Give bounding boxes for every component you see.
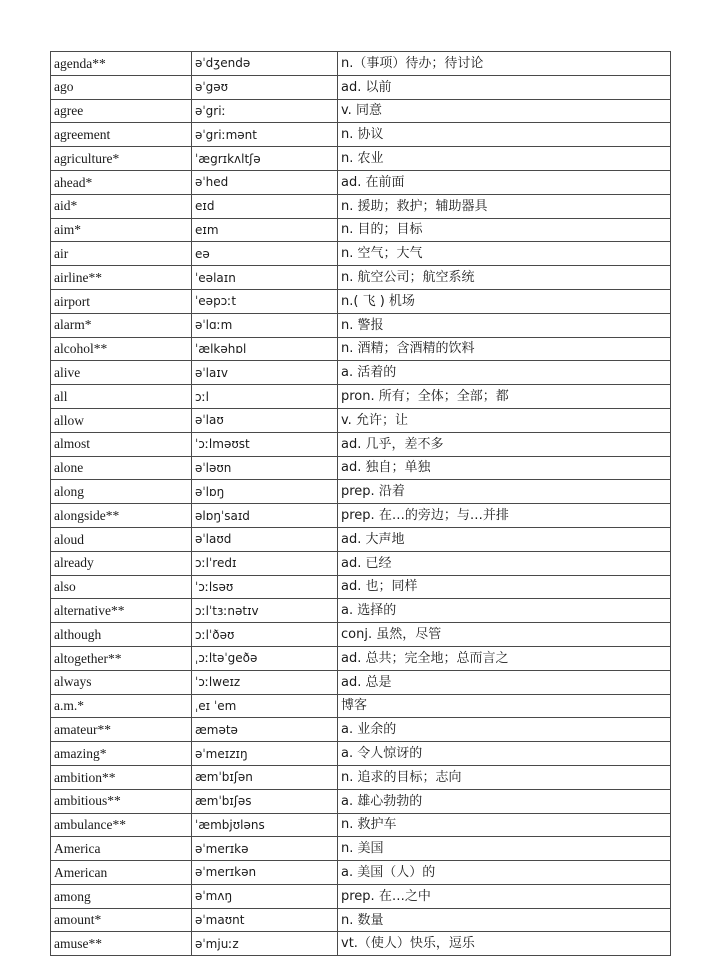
phonetic-cell: ˌeɪ ˈem: [192, 694, 338, 718]
word-cell: agree: [51, 99, 192, 123]
definition-cell: n. 美国: [338, 837, 671, 861]
word-cell: alive: [51, 361, 192, 385]
table-row: [51, 670, 671, 694]
definition-cell: n.（事项）待办；待讨论: [338, 52, 671, 76]
word-cell: amount*: [51, 908, 192, 932]
table-row: [51, 908, 671, 932]
phonetic-cell: eə: [192, 242, 338, 266]
table-row: [51, 313, 671, 337]
phonetic-cell: ˈɔːlweɪz: [192, 670, 338, 694]
word-cell: ago: [51, 75, 192, 99]
definition-cell: conj. 虽然，尽管: [338, 623, 671, 647]
table-row: [51, 408, 671, 432]
table-row: [51, 694, 671, 718]
definition-cell: ad. 大声地: [338, 527, 671, 551]
phonetic-cell: əˈdʒendə: [192, 52, 338, 76]
phonetic-cell: əˈmaʊnt: [192, 908, 338, 932]
definition-cell: ad. 几乎，差不多: [338, 432, 671, 456]
table-row: [51, 75, 671, 99]
phonetic-cell: ˈæmbjʊləns: [192, 813, 338, 837]
definition-cell: a. 令人惊讶的: [338, 742, 671, 766]
definition-cell: n. 空气；大气: [338, 242, 671, 266]
word-cell: almost: [51, 432, 192, 456]
vocabulary-table: [50, 51, 671, 956]
phonetic-cell: əˈmjuːz: [192, 932, 338, 956]
table-row: [51, 837, 671, 861]
definition-cell: n.( 飞 ) 机场: [338, 289, 671, 313]
table-row: [51, 123, 671, 147]
definition-cell: vt.（使人）快乐，逗乐: [338, 932, 671, 956]
table-row: [51, 194, 671, 218]
phonetic-cell: əˈmeɪzɪŋ: [192, 742, 338, 766]
word-cell: also: [51, 575, 192, 599]
table-row: [51, 884, 671, 908]
phonetic-cell: əˈlaɪv: [192, 361, 338, 385]
table-row: [51, 385, 671, 409]
table-row: [51, 742, 671, 766]
vocabulary-table-body: [51, 52, 671, 956]
word-cell: airline**: [51, 266, 192, 290]
word-cell: alcohol**: [51, 337, 192, 361]
word-cell: a.m.*: [51, 694, 192, 718]
word-cell: allow: [51, 408, 192, 432]
definition-cell: n. 警报: [338, 313, 671, 337]
phonetic-cell: ˈægrɪkʌltʃə: [192, 147, 338, 171]
word-cell: aid*: [51, 194, 192, 218]
word-cell: airport: [51, 289, 192, 313]
word-cell: alone: [51, 456, 192, 480]
phonetic-cell: əˈmerɪkə: [192, 837, 338, 861]
word-cell: ambitious**: [51, 789, 192, 813]
table-row: [51, 480, 671, 504]
definition-cell: ad. 已经: [338, 551, 671, 575]
word-cell: amazing*: [51, 742, 192, 766]
word-cell: alternative**: [51, 599, 192, 623]
table-row: [51, 456, 671, 480]
phonetic-cell: ˌɔːltəˈgeðə: [192, 646, 338, 670]
phonetic-cell: əˈlɑːm: [192, 313, 338, 337]
definition-cell: n. 援助；救护；辅助器具: [338, 194, 671, 218]
definition-cell: prep. 在…的旁边；与…并排: [338, 504, 671, 528]
definition-cell: a. 业余的: [338, 718, 671, 742]
phonetic-cell: ˈeəlaɪn: [192, 266, 338, 290]
phonetic-cell: ˈælkəhɒl: [192, 337, 338, 361]
definition-cell: n. 农业: [338, 147, 671, 171]
table-row: [51, 861, 671, 885]
definition-cell: n. 追求的目标；志向: [338, 765, 671, 789]
word-cell: alongside**: [51, 504, 192, 528]
phonetic-cell: əˈmʌŋ: [192, 884, 338, 908]
table-row: [51, 266, 671, 290]
table-row: [51, 575, 671, 599]
definition-cell: ad. 也；同样: [338, 575, 671, 599]
phonetic-cell: ɔːlˈredɪ: [192, 551, 338, 575]
phonetic-cell: æmˈbɪʃən: [192, 765, 338, 789]
phonetic-cell: əˈgriː: [192, 99, 338, 123]
table-row: [51, 932, 671, 956]
definition-cell: n. 航空公司；航空系统: [338, 266, 671, 290]
table-row: [51, 99, 671, 123]
table-row: [51, 527, 671, 551]
word-cell: all: [51, 385, 192, 409]
definition-cell: n. 酒精；含酒精的饮料: [338, 337, 671, 361]
phonetic-cell: əˈlaʊ: [192, 408, 338, 432]
table-row: [51, 170, 671, 194]
definition-cell: n. 目的；目标: [338, 218, 671, 242]
definition-cell: v. 同意: [338, 99, 671, 123]
phonetic-cell: əˈləʊn: [192, 456, 338, 480]
phonetic-cell: əlɒŋˈsaɪd: [192, 504, 338, 528]
phonetic-cell: ɔːlˈðəʊ: [192, 623, 338, 647]
phonetic-cell: əˈhed: [192, 170, 338, 194]
word-cell: altogether**: [51, 646, 192, 670]
definition-cell: n. 数量: [338, 908, 671, 932]
definition-cell: prep. 沿着: [338, 480, 671, 504]
word-cell: air: [51, 242, 192, 266]
table-row: [51, 361, 671, 385]
definition-cell: prep. 在…之中: [338, 884, 671, 908]
word-cell: ahead*: [51, 170, 192, 194]
table-row: [51, 432, 671, 456]
phonetic-cell: ɔːl: [192, 385, 338, 409]
definition-cell: v. 允许；让: [338, 408, 671, 432]
phonetic-cell: ɔːlˈtɜːnətɪv: [192, 599, 338, 623]
word-cell: ambition**: [51, 765, 192, 789]
word-cell: amuse**: [51, 932, 192, 956]
table-row: [51, 147, 671, 171]
table-row: [51, 504, 671, 528]
definition-cell: n. 协议: [338, 123, 671, 147]
phonetic-cell: eɪd: [192, 194, 338, 218]
word-cell: aim*: [51, 218, 192, 242]
table-row: [51, 289, 671, 313]
table-row: [51, 337, 671, 361]
phonetic-cell: əˈlɒŋ: [192, 480, 338, 504]
word-cell: ambulance**: [51, 813, 192, 837]
word-cell: although: [51, 623, 192, 647]
phonetic-cell: æmˈbɪʃəs: [192, 789, 338, 813]
table-row: [51, 623, 671, 647]
definition-cell: 博客: [338, 694, 671, 718]
word-cell: American: [51, 861, 192, 885]
definition-cell: ad. 独自；单独: [338, 456, 671, 480]
phonetic-cell: ˈɔːlsəʊ: [192, 575, 338, 599]
definition-cell: ad. 总共；完全地；总而言之: [338, 646, 671, 670]
phonetic-cell: əˈmerɪkən: [192, 861, 338, 885]
phonetic-cell: eɪm: [192, 218, 338, 242]
word-cell: aloud: [51, 527, 192, 551]
table-row: [51, 646, 671, 670]
definition-cell: pron. 所有；全体；全部；都: [338, 385, 671, 409]
table-row: [51, 52, 671, 76]
table-row: [51, 718, 671, 742]
definition-cell: a. 活着的: [338, 361, 671, 385]
definition-cell: a. 选择的: [338, 599, 671, 623]
definition-cell: a. 美国（人）的: [338, 861, 671, 885]
word-cell: along: [51, 480, 192, 504]
table-row: [51, 242, 671, 266]
phonetic-cell: ˈɔːlməʊst: [192, 432, 338, 456]
word-cell: already: [51, 551, 192, 575]
phonetic-cell: əˈgəʊ: [192, 75, 338, 99]
word-cell: agriculture*: [51, 147, 192, 171]
definition-cell: ad. 在前面: [338, 170, 671, 194]
table-row: [51, 789, 671, 813]
word-cell: among: [51, 884, 192, 908]
phonetic-cell: æmətə: [192, 718, 338, 742]
table-row: [51, 765, 671, 789]
table-row: [51, 551, 671, 575]
definition-cell: a. 雄心勃勃的: [338, 789, 671, 813]
phonetic-cell: əˈlaʊd: [192, 527, 338, 551]
phonetic-cell: əˈgriːmənt: [192, 123, 338, 147]
definition-cell: ad. 总是: [338, 670, 671, 694]
definition-cell: n. 救护车: [338, 813, 671, 837]
definition-cell: ad. 以前: [338, 75, 671, 99]
word-cell: always: [51, 670, 192, 694]
word-cell: amateur**: [51, 718, 192, 742]
word-cell: alarm*: [51, 313, 192, 337]
word-cell: America: [51, 837, 192, 861]
table-row: [51, 813, 671, 837]
word-cell: agreement: [51, 123, 192, 147]
phonetic-cell: ˈeəpɔːt: [192, 289, 338, 313]
table-row: [51, 599, 671, 623]
word-cell: agenda**: [51, 52, 192, 76]
table-row: [51, 218, 671, 242]
